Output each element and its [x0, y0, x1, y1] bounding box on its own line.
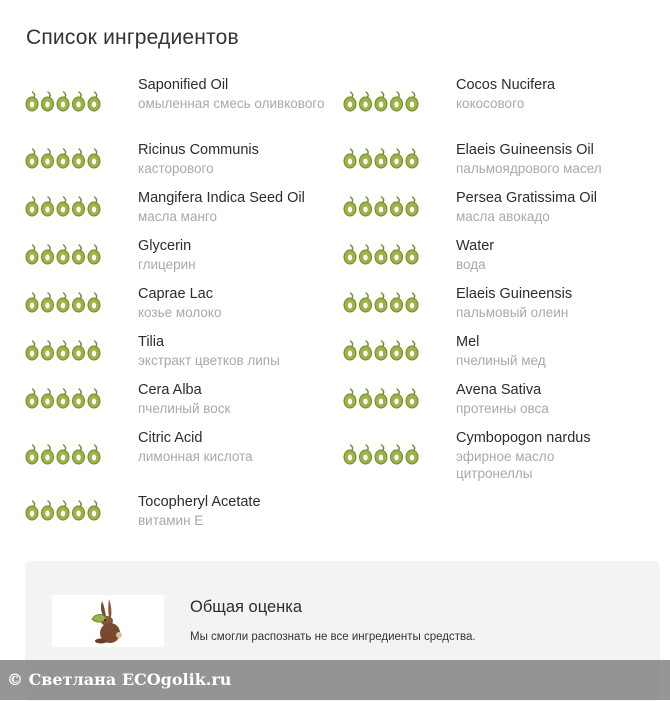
ingredient-name: Citric Acid	[138, 430, 203, 446]
olive-leaf-rating	[343, 444, 423, 466]
brand-logo	[52, 595, 164, 647]
olive-leaf-rating	[343, 196, 423, 218]
ingredient-name: Tilia	[138, 334, 165, 350]
olive-leaf-rating	[25, 444, 105, 466]
ingredient-item	[343, 78, 653, 126]
ingredient-name: Saponified Oil	[138, 77, 229, 93]
ingredient-item	[25, 383, 335, 431]
ingredient-description: вода	[456, 257, 486, 272]
ingredient-description: пчелиный воск	[138, 401, 231, 416]
olive-leaf-rating	[343, 340, 423, 362]
ingredient-item	[25, 191, 335, 239]
olive-leaf-icon	[343, 292, 423, 314]
olive-leaf-icon	[343, 340, 423, 362]
ingredient-item	[25, 239, 335, 287]
ingredient-item	[343, 287, 653, 335]
ingredient-name: Avena Sativa	[456, 382, 542, 398]
olive-leaf-icon	[25, 444, 105, 466]
olive-leaf-icon	[343, 148, 423, 170]
ingredient-description: витамин Е	[138, 513, 204, 528]
ingredient-item	[343, 383, 653, 431]
ingredient-description: масла манго	[138, 209, 218, 224]
ingredient-description: глицерин	[138, 257, 196, 272]
olive-leaf-icon	[25, 196, 105, 218]
olive-leaf-rating	[25, 244, 105, 266]
olive-leaf-rating	[343, 388, 423, 410]
ingredient-description: эфирное масло цитронеллы	[456, 449, 555, 481]
ingredient-name: Tocopheryl Acetate	[138, 494, 261, 510]
olive-leaf-rating	[343, 292, 423, 314]
olive-leaf-rating	[25, 196, 105, 218]
ingredient-item	[25, 78, 335, 126]
olive-leaf-rating	[25, 340, 105, 362]
summary-title: Общая оценка	[190, 598, 303, 616]
ingredient-description: пальмоядрового масел	[456, 161, 602, 176]
ingredient-name: Ricinus Communis	[138, 142, 259, 158]
watermark-text: © Светлана ECOgolik.ru	[7, 670, 232, 689]
olive-leaf-icon	[343, 91, 423, 113]
ingredient-description: протеины овса	[456, 401, 549, 416]
ingredient-name: Elaeis Guineensis Oil	[456, 142, 594, 158]
page-title: Список ингредиентов	[26, 26, 239, 49]
olive-leaf-icon	[343, 196, 423, 218]
ingredient-description: козье молоко	[138, 305, 222, 320]
ingredient-description: пальмовый олеин	[456, 305, 569, 320]
ingredient-item	[25, 143, 335, 191]
ingredient-description: масла авокадо	[456, 209, 550, 224]
olive-leaf-rating	[25, 388, 105, 410]
ingredient-item	[343, 143, 653, 191]
ingredient-description: касторового	[138, 161, 214, 176]
ingredient-name: Persea Gratissima Oil	[456, 190, 598, 206]
ingredient-description: экстракт цветков липы	[138, 353, 280, 368]
ingredient-name: Cera Alba	[138, 382, 202, 398]
olive-leaf-icon	[25, 500, 105, 522]
ingredient-name: Water	[456, 238, 495, 254]
ingredient-item	[25, 495, 335, 543]
olive-leaf-rating	[343, 244, 423, 266]
olive-leaf-icon	[343, 244, 423, 266]
ingredient-item	[343, 335, 653, 383]
ingredient-description: кокосового	[456, 96, 525, 111]
ingredient-description: омыленная смесь оливкового	[138, 96, 325, 111]
olive-leaf-icon	[25, 292, 105, 314]
olive-leaf-rating	[343, 148, 423, 170]
olive-leaf-icon	[25, 244, 105, 266]
ingredient-name: Elaeis Guineensis	[456, 286, 573, 302]
olive-leaf-icon	[25, 340, 105, 362]
ingredient-item	[25, 287, 335, 335]
olive-leaf-icon	[25, 148, 105, 170]
olive-leaf-icon	[25, 91, 105, 113]
ingredient-item	[25, 431, 335, 479]
olive-leaf-rating	[25, 500, 105, 522]
ingredient-item	[343, 239, 653, 287]
ingredient-name: Mangifera Indica Seed Oil	[138, 190, 305, 206]
summary-text: Мы смогли распознать не все ингредиенты средства.	[190, 631, 476, 643]
olive-leaf-icon	[25, 388, 105, 410]
ingredient-name: Cymbopogon nardus	[456, 430, 591, 446]
ingredient-item	[343, 431, 653, 479]
olive-leaf-icon	[343, 388, 423, 410]
ingredient-name: Caprae Lac	[138, 286, 213, 302]
olive-leaf-rating	[25, 148, 105, 170]
ingredient-item	[343, 191, 653, 239]
olive-leaf-icon	[343, 444, 423, 466]
olive-leaf-rating	[343, 91, 423, 113]
olive-leaf-rating	[25, 91, 105, 113]
ingredient-description: пчелиный мед	[456, 353, 546, 368]
watermark-bar	[0, 660, 670, 700]
ingredient-name: Mel	[456, 334, 480, 350]
ingredient-description: лимонная кислота	[138, 449, 253, 464]
ingredient-name: Glycerin	[138, 238, 192, 254]
ingredient-name: Cocos Nucifera	[456, 77, 556, 93]
ingredient-item	[25, 335, 335, 383]
rabbit-logo-icon	[88, 597, 128, 645]
olive-leaf-rating	[25, 292, 105, 314]
